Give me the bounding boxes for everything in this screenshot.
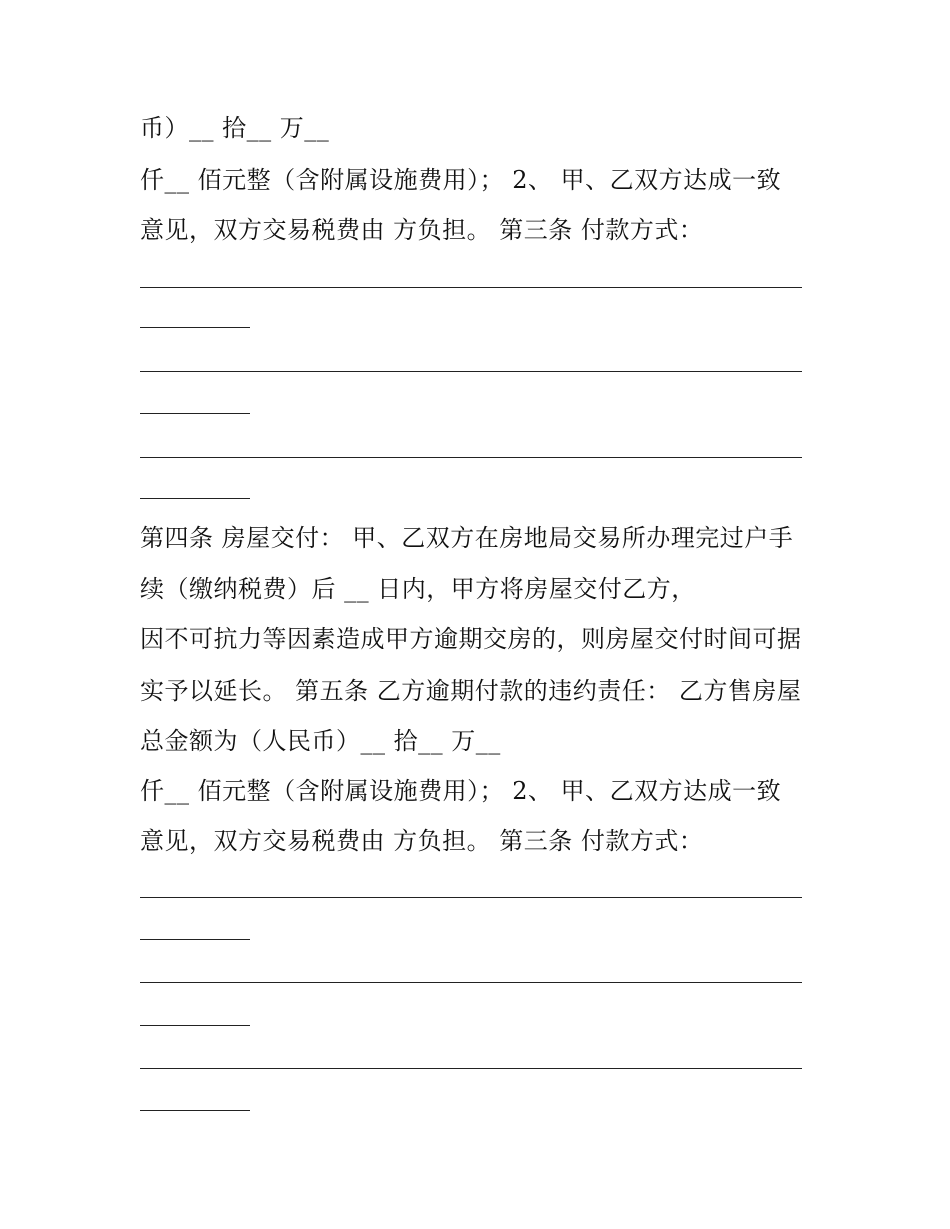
text-line: 第四条 房屋交付： 甲、乙双方在房地局交易所办理完过户手: [140, 524, 794, 552]
text-line: 意见，双方交易税费由 方负担。 第三条 付款方式：: [140, 216, 704, 244]
blank-fill-line-end: [140, 498, 250, 499]
text-line: 实予以延长。 第五条 乙方逾期付款的违约责任： 乙方售房屋: [140, 677, 802, 705]
blank-fill-line: [140, 287, 802, 288]
text-line: 总金额为（人民币）__ 拾__ 万__: [140, 727, 501, 755]
blank-fill-line: [140, 897, 802, 898]
blank-fill-line-end: [140, 1110, 250, 1111]
blank-fill-line: [140, 982, 802, 983]
text-line: 仟__ 佰元整（含附属设施费用）； 2、 甲、乙双方达成一致: [140, 777, 782, 805]
blank-fill-line: [140, 371, 802, 372]
blank-fill-line-end: [140, 327, 250, 328]
blank-fill-line-end: [140, 1025, 250, 1026]
text-line: 续（缴纳税费）后 __ 日内，甲方将房屋交付乙方，: [140, 575, 696, 603]
text-line: 币）__ 拾__ 万__: [140, 114, 330, 142]
text-line: 意见，双方交易税费由 方负担。 第三条 付款方式：: [140, 827, 704, 855]
blank-fill-line: [140, 1068, 802, 1069]
blank-fill-line-end: [140, 939, 250, 940]
text-line: 因不可抗力等因素造成甲方逾期交房的，则房屋交付时间可据: [140, 625, 802, 653]
text-line: 仟__ 佰元整（含附属设施费用）； 2、 甲、乙双方达成一致: [140, 166, 782, 194]
blank-fill-line-end: [140, 413, 250, 414]
blank-fill-line: [140, 457, 802, 458]
